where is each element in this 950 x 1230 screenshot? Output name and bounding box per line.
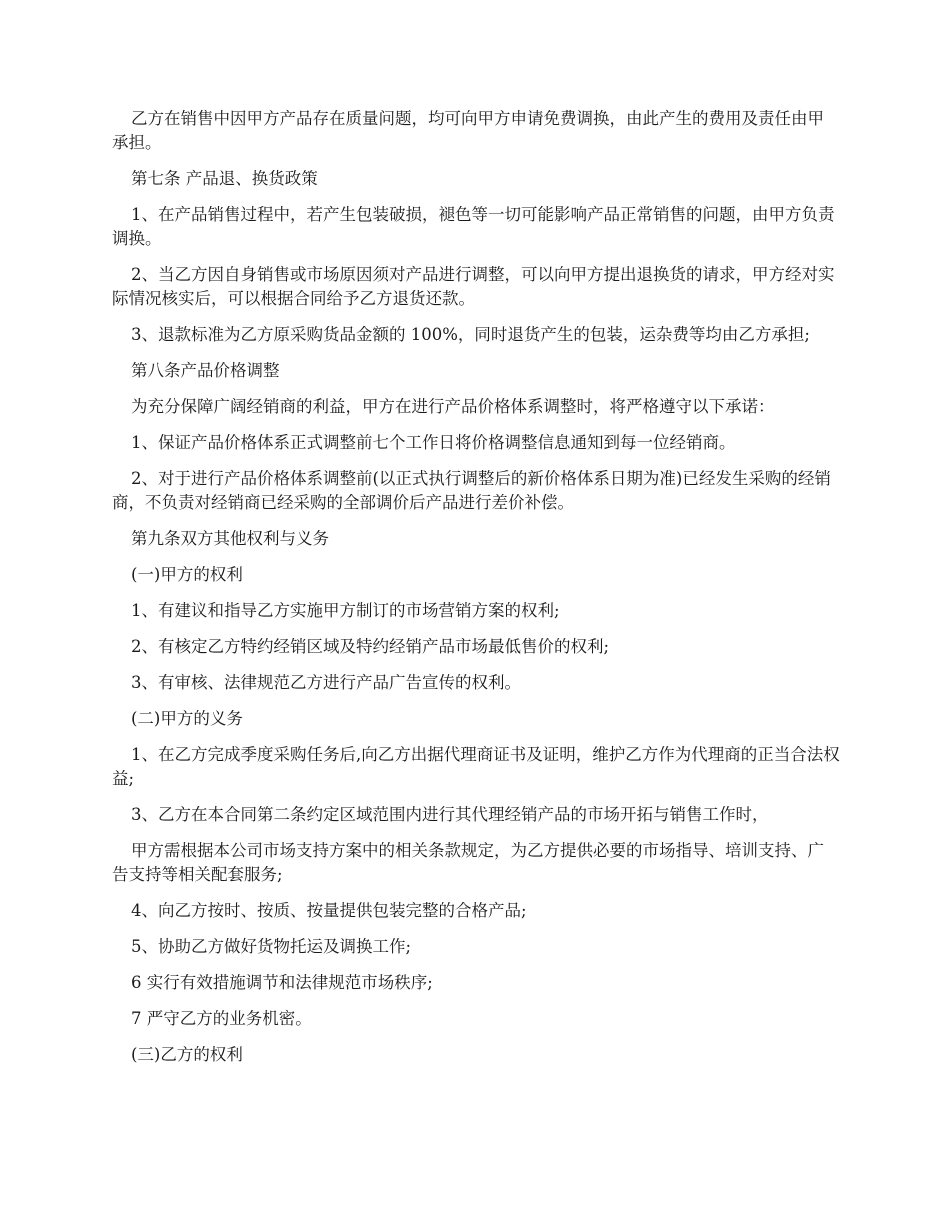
paragraph-quality-exchange: 乙方在销售中因甲方产品存在质量问题，均可向甲方申请免费调换，由此产生的费用及责任由甲承担。 (112, 109, 824, 152)
paragraph-a-obligations-3-cont: 甲方需根据本公司市场支持方案中的相关条款规定，为乙方提供必要的市场指导、培训支持、广告支持等相关配套服务; (112, 841, 824, 884)
document-body (112, 107, 840, 1079)
heading-article-9: 第九条双方其他权利与义务 (131, 529, 329, 548)
paragraph-a-obligations-5: 5、协助乙方做好货物托运及调换工作; (131, 937, 412, 956)
paragraph-8-1: 1、保证产品价格体系正式调整前七个工作日将价格调整信息通知到每一位经销商。 (131, 433, 736, 452)
subheading-party-a-rights: (一)甲方的权利 (131, 565, 243, 584)
paragraph-a-rights-2: 2、有核定乙方特约经销区域及特约经销产品市场最低售价的权利; (131, 637, 610, 656)
paragraph-a-obligations-3: 3、乙方在本合同第二条约定区域范围内进行其代理经销产品的市场开拓与销售工作时， (131, 805, 769, 824)
paragraph-a-obligations-4: 4、向乙方按时、按质、按量提供包装完整的合格产品; (131, 901, 527, 920)
heading-article-8: 第八条产品价格调整 (131, 361, 280, 380)
paragraph-a-rights-3: 3、有审核、法律规范乙方进行产品广告宣传的权利。 (131, 673, 521, 692)
paragraph-a-obligations-6: 6 实行有效措施调节和法律规范市场秩序; (131, 973, 433, 992)
paragraph-a-obligations-1: 1、在乙方完成季度采购任务后,向乙方出据代理商证书及证明，维护乙方作为代理商的正当合法权益; (112, 745, 840, 788)
paragraph-a-rights-1: 1、有建议和指导乙方实施甲方制订的市场营销方案的权利; (131, 601, 560, 620)
subheading-party-a-obligations: (二)甲方的义务 (131, 709, 243, 728)
heading-article-7: 第七条 产品退、换货政策 (131, 169, 318, 188)
paragraph-7-2: 2、当乙方因自身销售或市场原因须对产品进行调整，可以向甲方提出退换货的请求，甲方经对实际情况核实后，可以根据合同给予乙方退货还款。 (112, 265, 835, 308)
paragraph-a-obligations-7: 7 严守乙方的业务机密。 (131, 1009, 312, 1028)
paragraph-8-intro: 为充分保障广阔经销商的利益，甲方在进行产品价格体系调整时，将严格遵守以下承诺： (131, 397, 775, 416)
subheading-party-b-rights: (三)乙方的权利 (131, 1045, 243, 1064)
paragraph-7-1: 1、在产品销售过程中，若产生包装破损，褪色等一切可能影响产品正常销售的问题，由甲方负责调换。 (112, 205, 835, 248)
paragraph-7-3: 3、退款标准为乙方原采购货品金额的 100%，同时退货产生的包装，运杂费等均由乙方承担; (131, 325, 810, 344)
paragraph-8-2: 2、对于进行产品价格体系调整前(以正式执行调整后的新价格体系日期为准)已经发生采购的经销商，不负责对经销商已经采购的全部调价后产品进行差价补偿。 (112, 469, 831, 512)
